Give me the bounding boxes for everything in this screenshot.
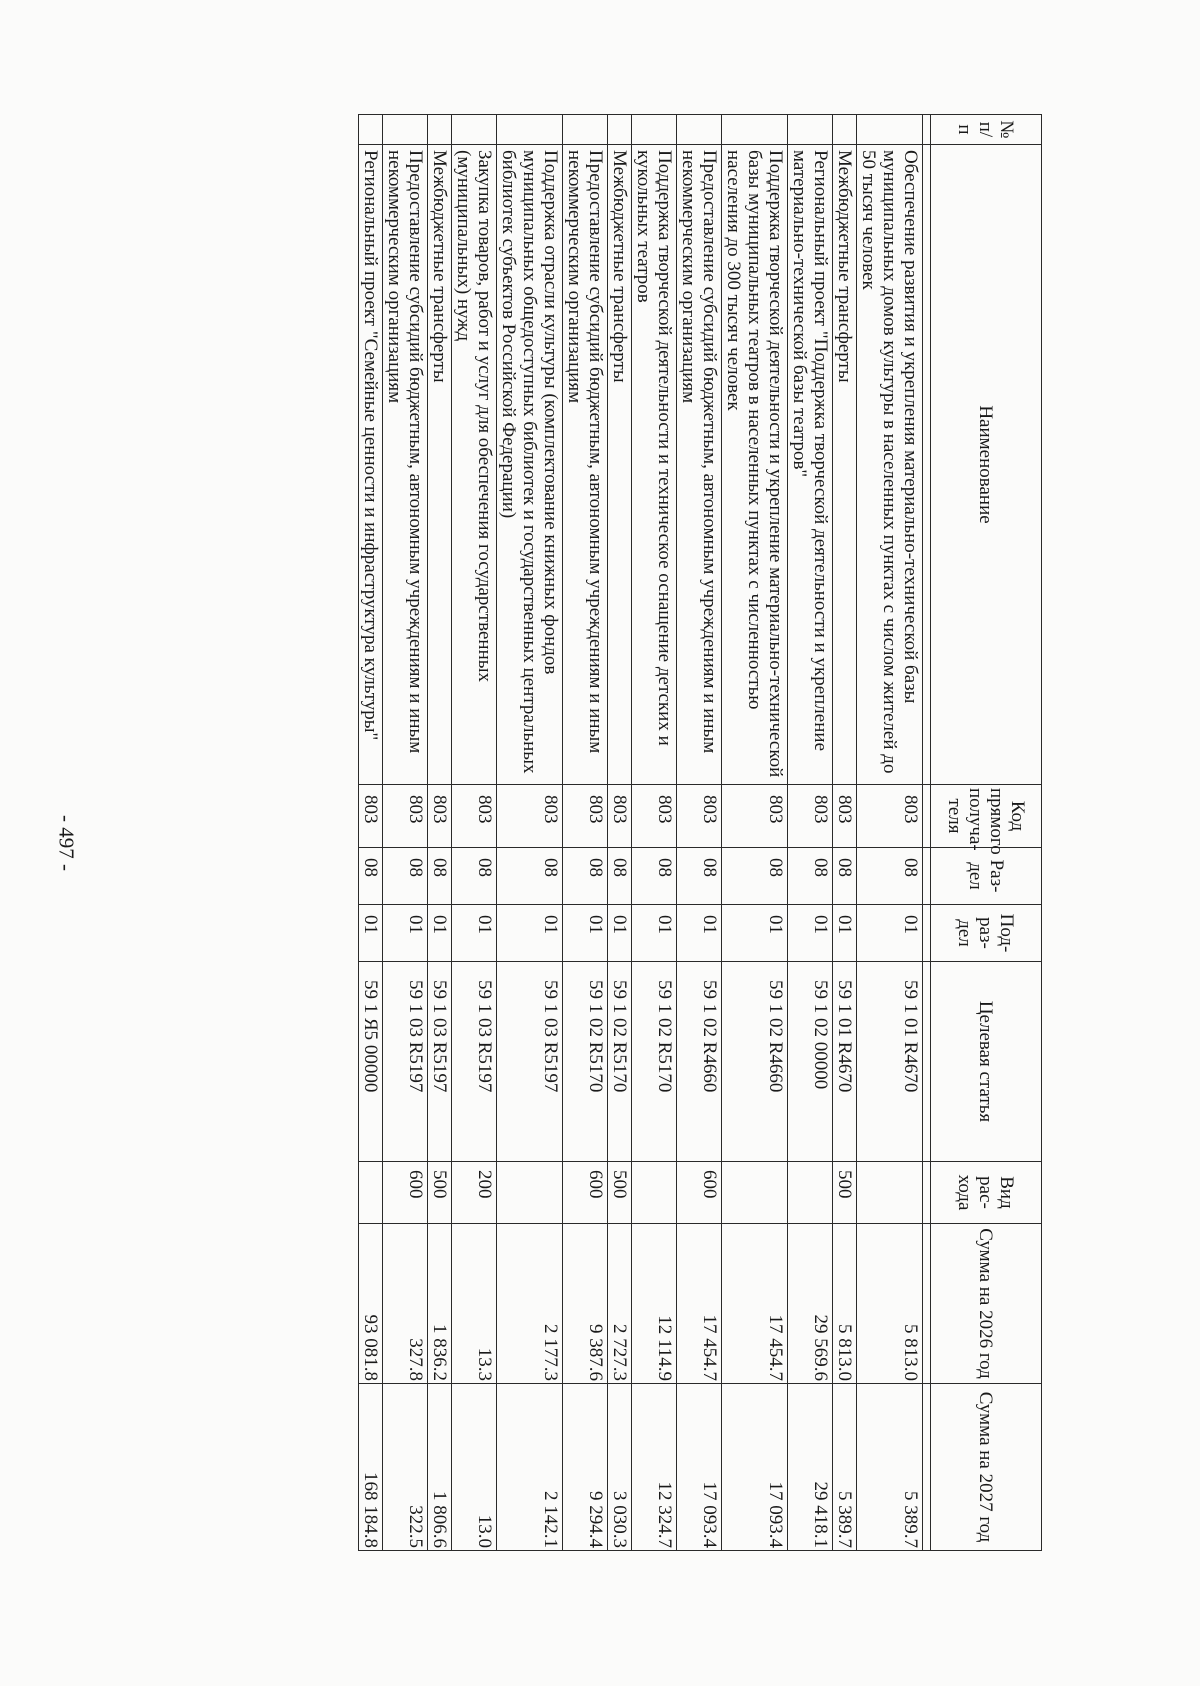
cell-no (632, 115, 677, 145)
cell-code: 803 (833, 785, 857, 848)
cell-sum-2027: 5 389.7 (833, 1384, 857, 1551)
cell-kind: 500 (608, 1162, 632, 1224)
page-number: - 497 - (54, 815, 79, 871)
cell-code: 803 (452, 785, 497, 848)
cell-no (722, 115, 788, 145)
cell-article: 59 1 02 R4660 (722, 962, 788, 1162)
table-row (677, 115, 722, 1551)
spacer-cell (923, 145, 931, 785)
table-header (931, 115, 1042, 1551)
cell-code: 803 (497, 785, 563, 848)
cell-subsection: 01 (497, 905, 563, 962)
cell-sum-2027: 29 418.1 (788, 1384, 833, 1551)
cell-sum-2027: 9 294.4 (563, 1384, 608, 1551)
spacer-cell (923, 962, 931, 1162)
table-row (452, 115, 497, 1551)
cell-sum-2027: 2 142.1 (497, 1384, 563, 1551)
cell-sum-2026: 17 454.7 (677, 1224, 722, 1384)
cell-article: 59 1 03 R5197 (428, 962, 452, 1162)
cell-kind: 600 (677, 1162, 722, 1224)
cell-sum-2026: 327.8 (383, 1224, 428, 1384)
cell-no (677, 115, 722, 145)
table-row (722, 115, 788, 1551)
header-sum-2027: Сумма на 2027 год (931, 1384, 1042, 1551)
cell-subsection: 01 (788, 905, 833, 962)
cell-article: 59 1 01 R4670 (833, 962, 857, 1162)
cell-sum-2026: 9 387.6 (563, 1224, 608, 1384)
cell-kind: 200 (452, 1162, 497, 1224)
header-name: Наименование (931, 145, 1042, 785)
cell-no (452, 115, 497, 145)
cell-section: 08 (788, 848, 833, 905)
cell-sum-2027: 12 324.7 (632, 1384, 677, 1551)
cell-sum-2027: 17 093.4 (677, 1384, 722, 1551)
cell-no (833, 115, 857, 145)
cell-name: Предоставление субсидий бюджетным, автономным учреждениям и иным некоммерческим организациям (383, 145, 428, 785)
cell-name: Предоставление субсидий бюджетным, автономным учреждениям и иным некоммерческим организациям (563, 145, 608, 785)
cell-sum-2026: 2 727.3 (608, 1224, 632, 1384)
cell-section: 08 (833, 848, 857, 905)
header-kind: Вид рас- хода (931, 1162, 1042, 1224)
cell-no (497, 115, 563, 145)
table-row (632, 115, 677, 1551)
cell-section: 08 (359, 848, 383, 905)
cell-sum-2026: 13.3 (452, 1224, 497, 1384)
spacer-cell (923, 1162, 931, 1224)
cell-subsection: 01 (608, 905, 632, 962)
cell-kind (359, 1162, 383, 1224)
header-section: Раз- дел (931, 848, 1042, 905)
cell-subsection: 01 (428, 905, 452, 962)
cell-name: Межбюджетные трансферты (608, 145, 632, 785)
cell-section: 08 (452, 848, 497, 905)
cell-section: 08 (722, 848, 788, 905)
cell-no (383, 115, 428, 145)
cell-name: Поддержка отрасли культуры (комплектование книжных фондов муниципальных общедоступных библиотек и государственных центральных библиотек субъектов Российской Федерации) (497, 145, 563, 785)
spacer-cell (923, 905, 931, 962)
cell-name: Региональный проект "Поддержка творческой деятельности и укрепление материально-технической базы театров" (788, 145, 833, 785)
cell-kind: 500 (428, 1162, 452, 1224)
table-spacer-row (923, 115, 931, 1551)
cell-code: 803 (608, 785, 632, 848)
cell-section: 08 (428, 848, 452, 905)
cell-article: 59 1 02 R5170 (632, 962, 677, 1162)
cell-name: Межбюджетные трансферты (833, 145, 857, 785)
cell-sum-2026: 2 177.3 (497, 1224, 563, 1384)
cell-article: 59 1 02 R5170 (608, 962, 632, 1162)
cell-code: 803 (383, 785, 428, 848)
cell-code: 803 (857, 785, 923, 848)
cell-article: 59 1 03 R5197 (383, 962, 428, 1162)
table-body (359, 115, 931, 1551)
cell-subsection: 01 (563, 905, 608, 962)
cell-kind (788, 1162, 833, 1224)
cell-code: 803 (632, 785, 677, 848)
cell-kind: 600 (383, 1162, 428, 1224)
header-no: № п/п (931, 115, 1042, 145)
spacer-cell (923, 1384, 931, 1551)
cell-kind: 500 (833, 1162, 857, 1224)
cell-subsection: 01 (359, 905, 383, 962)
cell-code: 803 (722, 785, 788, 848)
header-sum-2026: Сумма на 2026 год (931, 1224, 1042, 1384)
cell-sum-2027: 13.0 (452, 1384, 497, 1551)
cell-subsection: 01 (383, 905, 428, 962)
budget-table (358, 114, 1042, 1551)
cell-section: 08 (608, 848, 632, 905)
cell-kind (722, 1162, 788, 1224)
cell-subsection: 01 (452, 905, 497, 962)
cell-no (359, 115, 383, 145)
cell-sum-2027: 168 184.8 (359, 1384, 383, 1551)
spacer-cell (923, 1224, 931, 1384)
table-row (788, 115, 833, 1551)
cell-sum-2026: 1 836.2 (428, 1224, 452, 1384)
cell-name: Предоставление субсидий бюджетным, автономным учреждениям и иным некоммерческим организациям (677, 145, 722, 785)
cell-sum-2026: 17 454.7 (722, 1224, 788, 1384)
cell-sum-2027: 17 093.4 (722, 1384, 788, 1551)
cell-subsection: 01 (677, 905, 722, 962)
cell-kind (632, 1162, 677, 1224)
cell-sum-2027: 5 389.7 (857, 1384, 923, 1551)
cell-section: 08 (857, 848, 923, 905)
cell-name: Поддержка творческой деятельности и техническое оснащение детских и кукольных театров (632, 145, 677, 785)
cell-kind (497, 1162, 563, 1224)
header-article: Целевая статья (931, 962, 1042, 1162)
cell-sum-2026: 5 813.0 (833, 1224, 857, 1384)
cell-subsection: 01 (857, 905, 923, 962)
cell-code: 803 (428, 785, 452, 848)
spacer-cell (923, 115, 931, 145)
cell-sum-2026: 5 813.0 (857, 1224, 923, 1384)
cell-section: 08 (563, 848, 608, 905)
cell-sum-2026: 29 569.6 (788, 1224, 833, 1384)
cell-subsection: 01 (833, 905, 857, 962)
cell-name: Поддержка творческой деятельности и укрепление материально-технической базы муниципальных театров в населенных пунктах с численностью населения до 300 тысяч человек (722, 145, 788, 785)
cell-name: Межбюджетные трансферты (428, 145, 452, 785)
cell-kind (857, 1162, 923, 1224)
cell-no (857, 115, 923, 145)
cell-no (428, 115, 452, 145)
cell-sum-2027: 1 806.6 (428, 1384, 452, 1551)
cell-no (563, 115, 608, 145)
cell-sum-2027: 322.5 (383, 1384, 428, 1551)
cell-code: 803 (563, 785, 608, 848)
cell-article: 59 1 03 R5197 (497, 962, 563, 1162)
budget-table-sheet (97, 114, 1042, 1550)
cell-sum-2027: 3 030.3 (608, 1384, 632, 1551)
cell-code: 803 (788, 785, 833, 848)
header-code: Код прямого получа- теля (931, 785, 1042, 848)
table-row (383, 115, 428, 1551)
table-row (359, 115, 383, 1551)
cell-name: Обеспечение развития и укрепления материально-технической базы муниципальных домов культуры в населенных пунктах с числом жителей до 50 тысяч человек (857, 145, 923, 785)
header-subsection: Под- раз- дел (931, 905, 1042, 962)
spacer-cell (923, 848, 931, 905)
cell-kind: 600 (563, 1162, 608, 1224)
cell-article: 59 1 01 R4670 (857, 962, 923, 1162)
cell-code: 803 (359, 785, 383, 848)
cell-article: 59 1 03 R5197 (452, 962, 497, 1162)
cell-section: 08 (383, 848, 428, 905)
cell-section: 08 (497, 848, 563, 905)
cell-no (788, 115, 833, 145)
table-row (497, 115, 563, 1551)
cell-section: 08 (632, 848, 677, 905)
cell-article: 59 1 Я5 00000 (359, 962, 383, 1162)
cell-article: 59 1 02 R5170 (563, 962, 608, 1162)
cell-subsection: 01 (632, 905, 677, 962)
cell-section: 08 (677, 848, 722, 905)
cell-sum-2026: 12 114.9 (632, 1224, 677, 1384)
cell-name: Закупка товаров, работ и услуг для обеспечения государственных (муниципальных) нужд (452, 145, 497, 785)
table-row (833, 115, 857, 1551)
cell-article: 59 1 02 00000 (788, 962, 833, 1162)
header-row (931, 115, 1042, 1551)
cell-code: 803 (677, 785, 722, 848)
cell-subsection: 01 (722, 905, 788, 962)
table-row (857, 115, 923, 1551)
table-row (428, 115, 452, 1551)
table-row (608, 115, 632, 1551)
table-row (563, 115, 608, 1551)
spacer-cell (923, 785, 931, 848)
cell-article: 59 1 02 R4660 (677, 962, 722, 1162)
cell-no (608, 115, 632, 145)
cell-sum-2026: 93 081.8 (359, 1224, 383, 1384)
cell-name: Региональный проект "Семейные ценности и инфраструктура культуры" (359, 145, 383, 785)
